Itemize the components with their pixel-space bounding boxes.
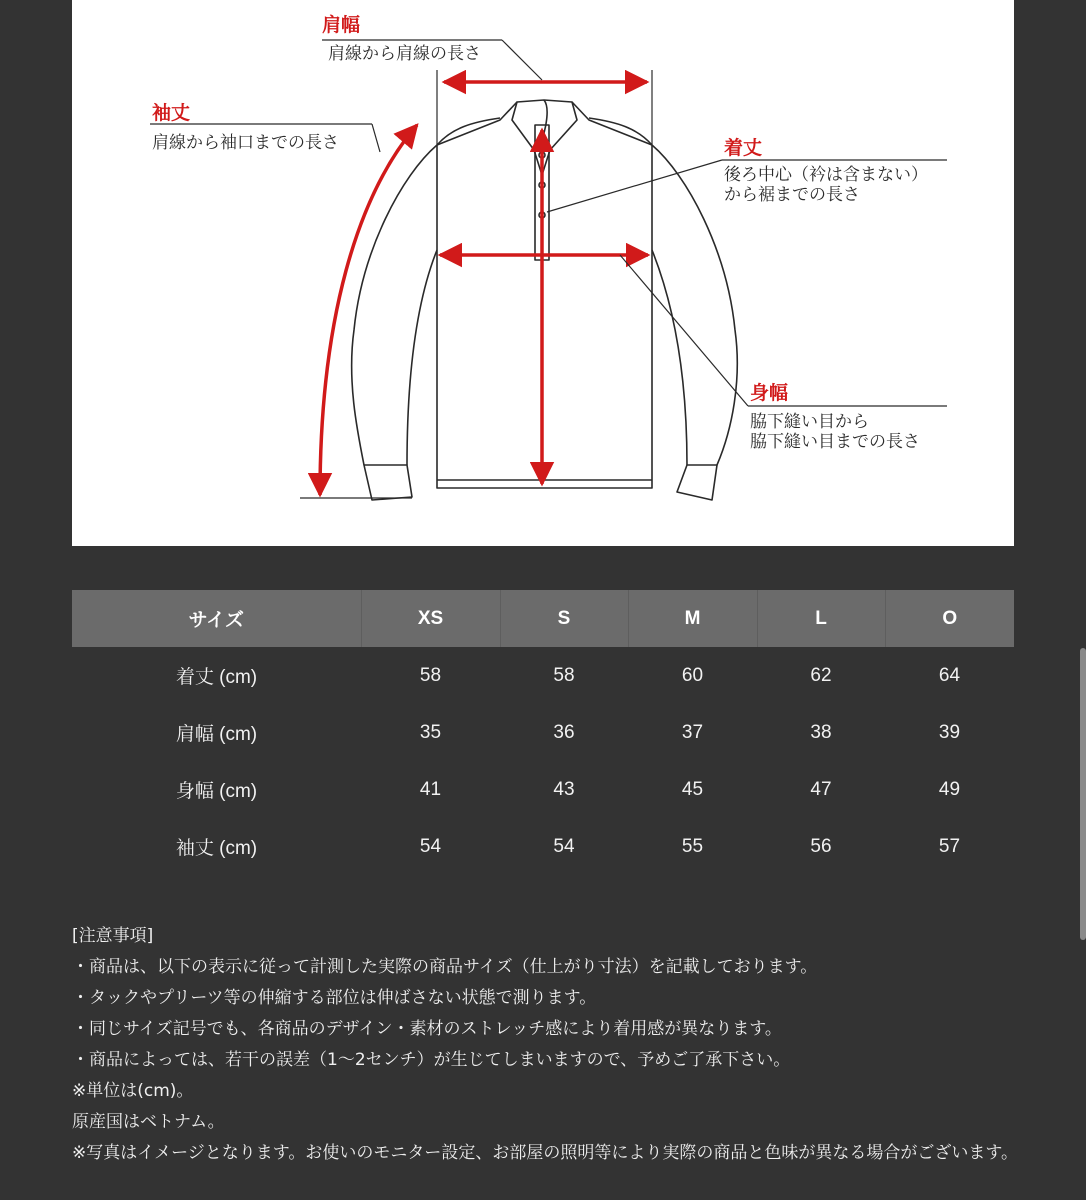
row-label: 着丈 (cm) (175, 667, 258, 688)
table-cell: 54 (553, 835, 575, 857)
table-cell: 62 (810, 664, 832, 686)
table-row (72, 647, 1014, 704)
table-cell: 37 (681, 721, 704, 743)
table-cell: 55 (681, 835, 704, 857)
shoulder-desc: 肩線から肩線の長さ (328, 44, 481, 64)
shirt-illustration (72, 0, 1014, 546)
size-table-header (72, 590, 1014, 647)
row-label: 身幅 (cm) (175, 781, 258, 802)
table-cell: 49 (938, 778, 961, 800)
photo-note: ※写真はイメージとなります。お使いのモニター設定、お部屋の照明等により実際の商品と色味が異なる場合がございます。 (72, 1143, 1019, 1163)
note-item: ・商品によっては、若干の誤差（1〜2センチ）が生じてしまいますので、予めご了承下さい。 (72, 1050, 791, 1070)
header-m: M (628, 590, 757, 647)
width-desc-1: 脇下縫い目から (750, 412, 869, 432)
table-row (72, 818, 1014, 875)
notes-heading: [注意事項] (72, 926, 154, 946)
measurement-arrows (320, 82, 648, 495)
width-title: 身幅 (750, 382, 789, 404)
sleeve-arrow (320, 125, 417, 495)
header-size: サイズ (72, 590, 361, 647)
shoulder-title: 肩幅 (322, 14, 361, 36)
table-cell: 58 (553, 664, 575, 686)
row-label: 肩幅 (cm) (175, 724, 258, 745)
table-cell: 39 (938, 721, 961, 743)
shirt-outline (352, 100, 738, 500)
table-cell: 38 (810, 721, 832, 743)
unit-note: ※単位は(cm)。 (72, 1081, 194, 1101)
header-o: O (885, 590, 1014, 647)
table-cell: 64 (938, 664, 961, 686)
notes-section (72, 921, 1022, 1169)
size-table (72, 590, 1014, 875)
table-cell: 35 (419, 721, 442, 743)
header-xs: XS (361, 590, 500, 647)
width-desc-2: 脇下縫い目までの長さ (750, 432, 920, 452)
sleeve-desc: 肩線から袖口までの長さ (152, 133, 339, 153)
table-row (72, 704, 1014, 761)
note-item: ・商品は、以下の表示に従って計測した実際の商品サイズ（仕上がり寸法）を記載しております。 (72, 957, 818, 977)
length-desc-1: 後ろ中心（衿は含まない） (724, 165, 928, 185)
note-item: ・同じサイズ記号でも、各商品のデザイン・素材のストレッチ感により着用感が異なります。 (72, 1019, 782, 1039)
header-s: S (500, 590, 628, 647)
scrollbar[interactable] (1080, 648, 1086, 940)
note-item: ・タックやプリーツ等の伸縮する部位は伸ばさない状態で測ります。 (72, 988, 597, 1008)
origin-note: 原産国はベトナム。 (72, 1112, 225, 1132)
table-cell: 58 (419, 664, 442, 686)
table-cell: 43 (553, 778, 575, 800)
table-cell: 57 (938, 835, 961, 857)
table-cell: 36 (553, 721, 575, 743)
table-cell: 56 (810, 835, 832, 857)
length-title: 着丈 (724, 137, 763, 159)
header-l: L (757, 590, 885, 647)
sleeve-title: 袖丈 (152, 102, 191, 124)
table-cell: 47 (810, 778, 832, 800)
table-row (72, 761, 1014, 818)
size-measurement-diagram (72, 0, 1014, 546)
table-cell: 60 (681, 664, 704, 686)
row-label: 袖丈 (cm) (175, 838, 258, 859)
table-cell: 45 (681, 778, 704, 800)
length-desc-2: から裾までの長さ (724, 185, 860, 205)
table-cell: 54 (419, 835, 442, 857)
table-cell: 41 (419, 778, 442, 800)
